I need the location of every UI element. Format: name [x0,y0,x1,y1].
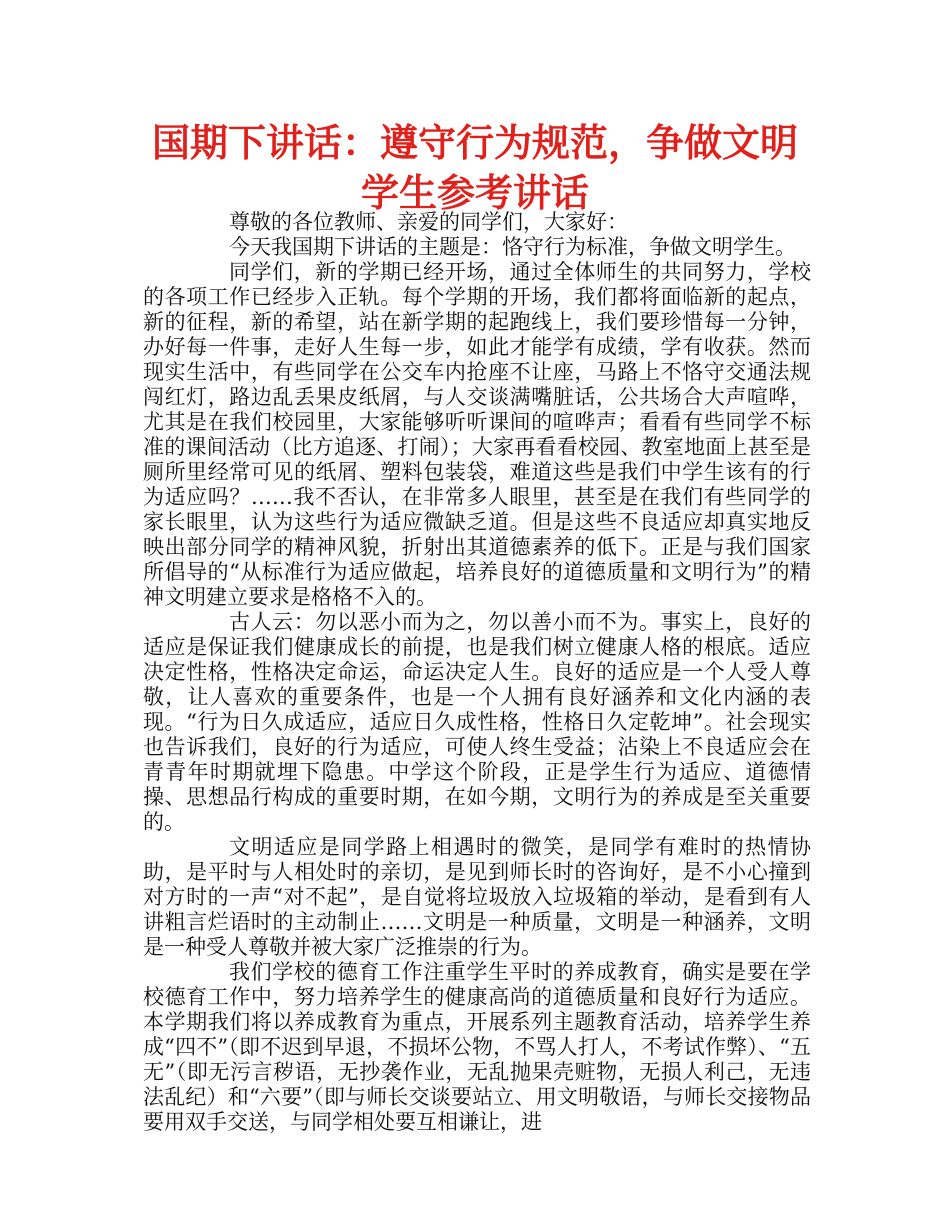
paragraph-greeting: 尊敬的各位教师、亲爱的同学们，大家好： [229,210,628,234]
paragraph-school-moral-education: 我们学校的德育工作注重学生平时的养成教育，确实是要在学校德育工作中，努力培养学生的健康高尚的道德质量和良好行为适应。本学期我们将以养成教育为重点，开展系列主题教育活动，培养学生养成“四不”（即不迟到早退，不损坏公物，不骂人打人，不考试作弊）、“五无”（即无污言秽语，无抄袭作业，无乱抛果壳赃物，无损人利己，无违法乱纪）和“六要”（即与师长交谈要站立、用文明敬语，与师长交接物品要用双手交送，与同学相处要互相谦让，进 [143,960,811,1134]
paragraph-good-habits: 古人云：勿以恶小而为之，勿以善小而不为。事实上，良好的适应是保证我们健康成长的前提，也是我们树立健康人格的根底。适应决定性格，性格决定命运，命运决定人生。良好的适应是一个人受人尊敬，让人喜欢的重要条件，也是一个人拥有良好涵养和文化内涵的表现。“行为日久成适应，适应日久成性格，性格日久定乾坤”。社会现实也告诉我们，良好的行为适应，可使人终生受益；沾染上不良适应会在青青年时期就埋下隐患。中学这个阶段，正是学生行为适应、道德情操、思想品行构成的重要时期，在如今期，文明行为的养成是至关重要的。 [143,610,811,834]
paragraph-current-situation: 同学们，新的学期已经开场，通过全体师生的共同努力，学校的各项工作已经步入正轨。每个学期的开场，我们都将面临新的起点，新的征程，新的希望，站在新学期的起跑线上，我们要珍惜每一分钟，办好每一件事，走好人生每一步，如此才能学有成绩，学有收获。然而现实生活中，有些同学在公交车内抢座不让座，马路上不恪守交通法规闯红灯，路边乱丢果皮纸屑，与人交谈满嘴脏话，公共场合大声喧哗，尤其是在我们校园里，大家能够听听课间的喧哗声；看看有些同学不标准的课间活动（比方追逐、打闹）；大家再看看校园、教室地面上甚至是厕所里经常可见的纸屑、塑料包装袋，难道这些是我们中学生该有的行为适应吗？……我不否认，在非常多人眼里，甚至是在我们有些同学的家长眼里，认为这些行为适应微缺乏道。但是这些不良适应却真实地反映出部分同学的精神风貌，折射出其道德素养的低下。正是与我们国家所倡导的“从标准行为适应做起，培养良好的道德质量和文明行为”的精神文明建立要求是格格不入的。 [143,260,811,609]
paragraph-topic: 今天我国期下讲话的主题是：恪守行为标准，争做文明学生。 [229,235,796,259]
paragraph-civilized-habits: 文明适应是同学路上相遇时的微笑，是同学有难时的热情协助，是平时与人相处时的亲切，是见到师长时的咨询好，是不小心撞到对方时的一声“对不起”，是自觉将垃圾放入垃圾箱的举动，是看到有人讲粗言烂语时的主动制止……文明是一种质量，文明是一种涵养，文明是一种受人尊敬并被大家广泛推崇的行为。 [143,835,811,959]
document-title: 国期下讲话：遵守行为规范，争做文明学生参考讲话 [151,121,798,215]
document-body [143,210,811,1135]
